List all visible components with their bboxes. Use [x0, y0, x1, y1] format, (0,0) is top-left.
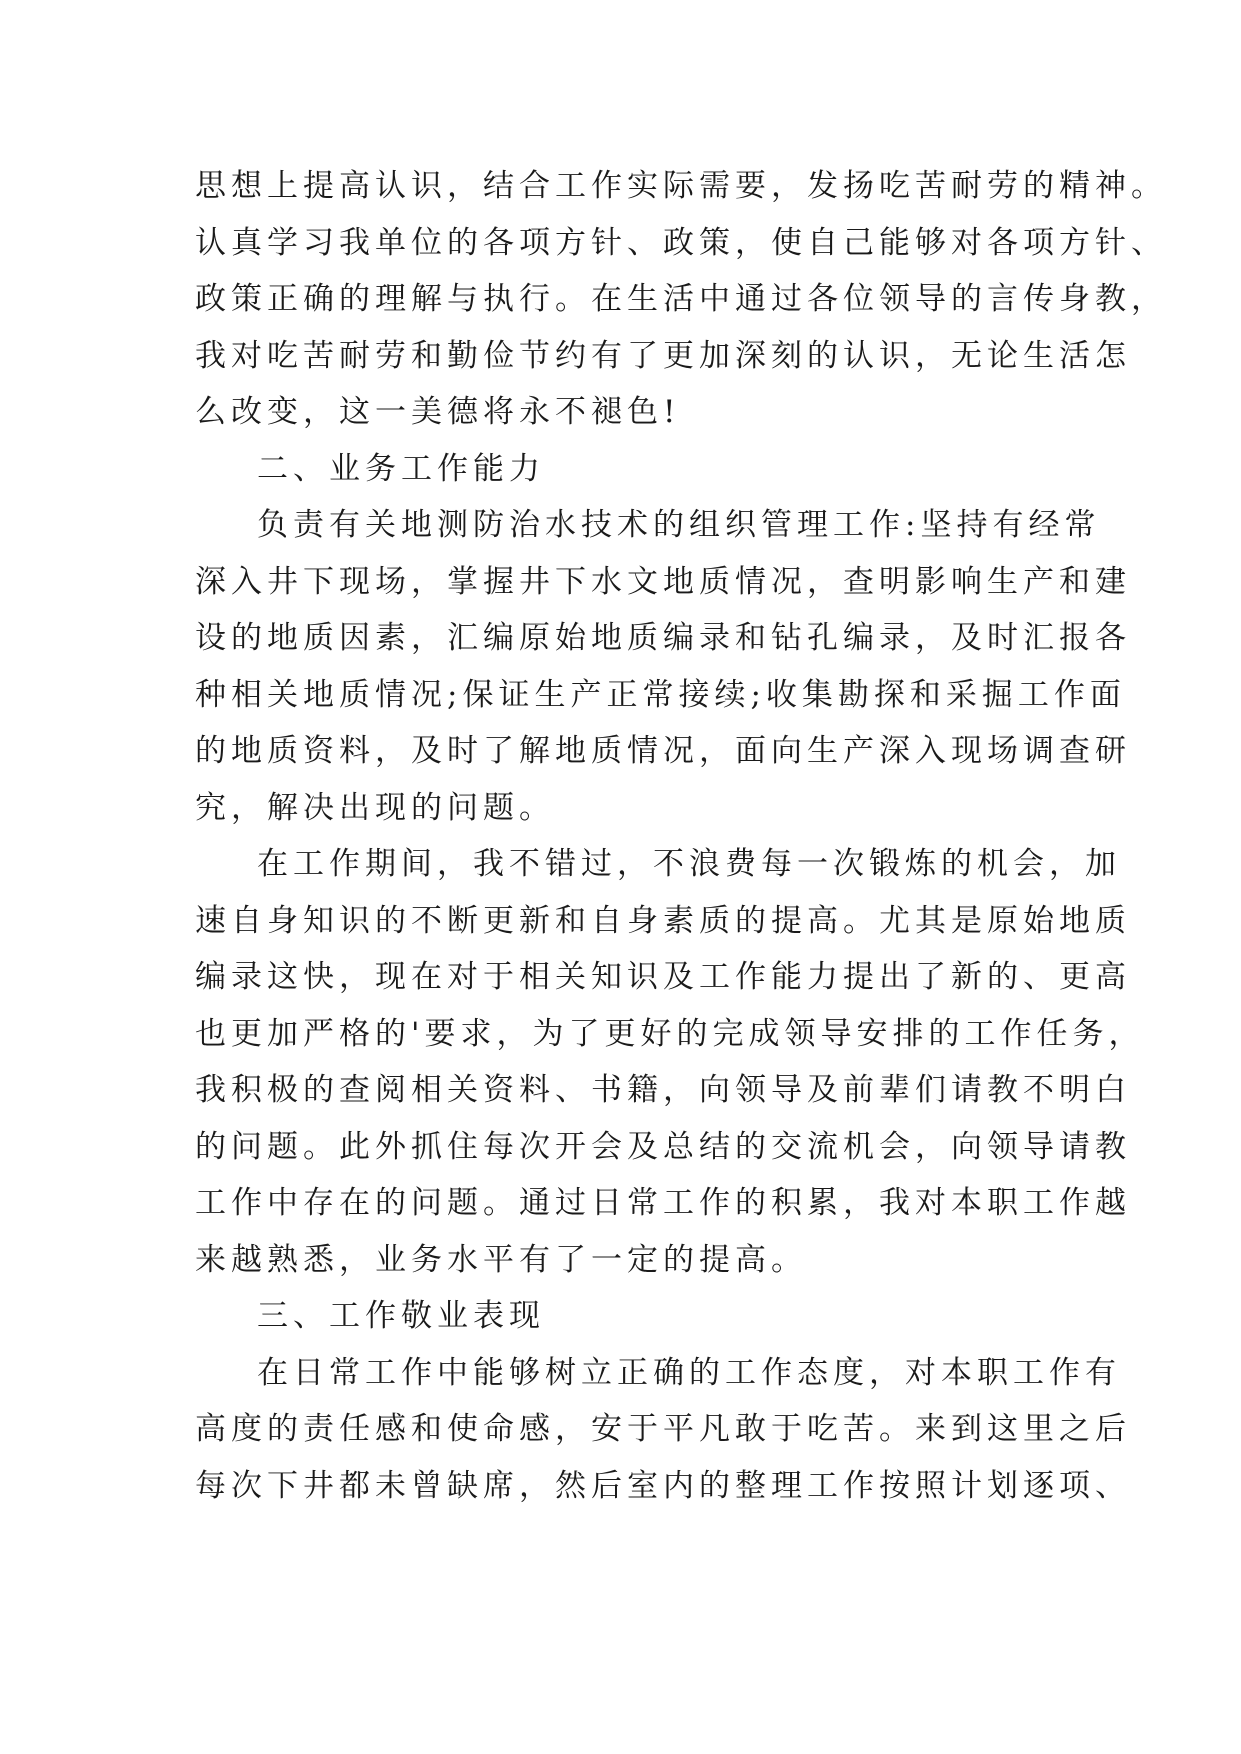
text-line: 工作中存在的问题。通过日常工作的积累，我对本职工作越	[195, 1185, 1131, 1221]
body-text	[195, 158, 1167, 1514]
section-heading: 二、业务工作能力	[257, 450, 545, 487]
text-line: 每次下井都未曾缺席，然后室内的整理工作按照计划逐项、	[195, 1467, 1131, 1504]
text-line: 在日常工作中能够树立正确的工作态度，对本职工作有	[257, 1354, 1121, 1391]
text-line: 来越熟悉，业务水平有了一定的提高。	[195, 1241, 807, 1278]
text-line: 我积极的查阅相关资料、书籍，向领导及前辈们请教不明白	[195, 1072, 1131, 1108]
text-line: 的地质资料，及时了解地质情况，面向生产深入现场调查研	[195, 733, 1131, 769]
text-line: 种相关地质情况;保证生产正常接续;收集勘探和采掘工作面	[195, 676, 1126, 713]
text-line: 政策正确的理解与执行。在生活中通过各位领导的言传身教，	[195, 281, 1167, 317]
text-line: 深入井下现场，掌握井下水文地质情况，查明影响生产和建	[195, 563, 1131, 600]
text-line: 么改变，这一美德将永不褪色!	[195, 394, 681, 430]
text-line: 认真学习我单位的各项方针、政策，使自己能够对各项方针、	[195, 224, 1167, 261]
text-line: 设的地质因素，汇编原始地质编录和钻孔编录，及时汇报各	[195, 620, 1131, 656]
text-line: 也更加严格的'要求，为了更好的完成领导安排的工作任务，	[195, 1015, 1145, 1052]
text-line: 速自身知识的不断更新和自身素质的提高。尤其是原始地质	[195, 902, 1131, 939]
text-line: 编录这快，现在对于相关知识及工作能力提出了新的、更高	[195, 959, 1131, 995]
text-line: 究，解决出现的问题。	[195, 789, 555, 826]
text-line: 负责有关地测防治水技术的组织管理工作:坚持有经常	[257, 507, 1101, 543]
text-line: 我对吃苦耐劳和勤俭节约有了更加深刻的认识，无论生活怎	[195, 337, 1131, 374]
text-line: 在工作期间，我不错过，不浪费每一次锻炼的机会，加	[257, 846, 1121, 882]
text-line: 高度的责任感和使命感，安于平凡敢于吃苦。来到这里之后	[195, 1411, 1131, 1447]
section-heading: 三、工作敬业表现	[257, 1298, 545, 1334]
text-line: 的问题。此外抓住每次开会及总结的交流机会，向领导请教	[195, 1128, 1131, 1165]
text-line: 思想上提高认识，结合工作实际需要，发扬吃苦耐劳的精神。	[195, 168, 1167, 204]
